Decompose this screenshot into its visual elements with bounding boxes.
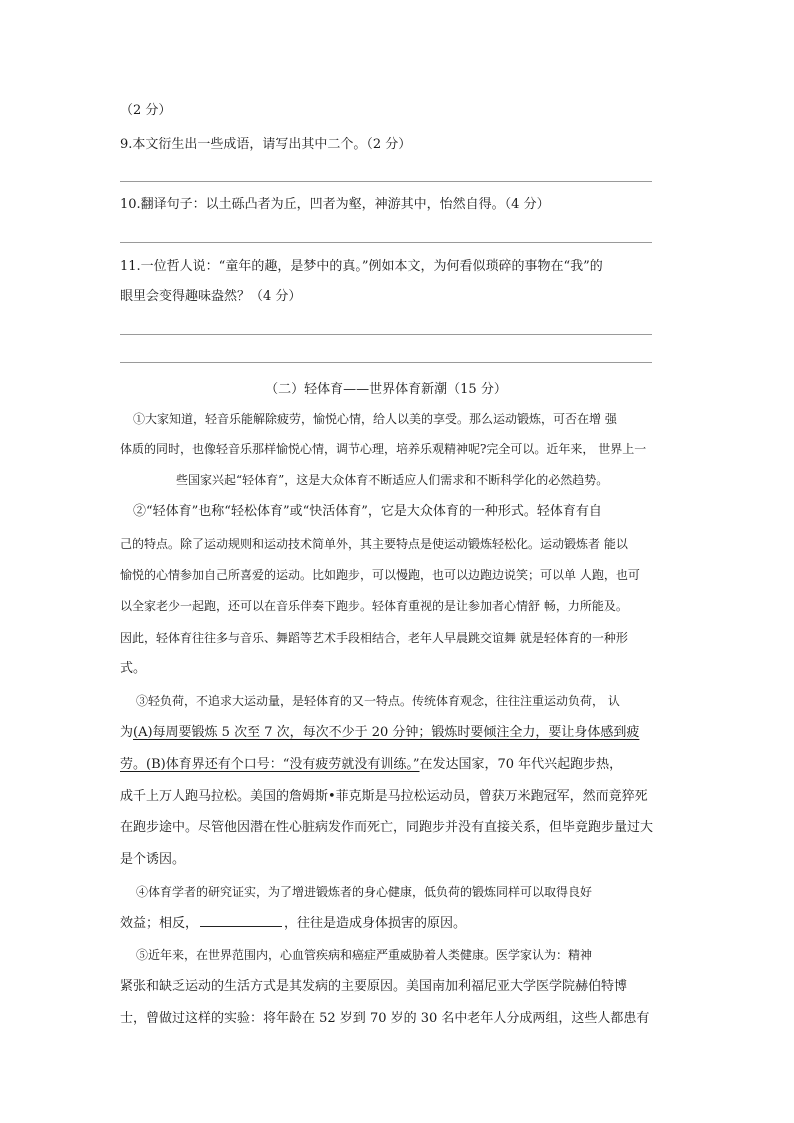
- p3-line2-prefix: 为: [120, 725, 134, 740]
- question-11-line2: 眼里会变得趣味盎然？（4 分）: [120, 289, 302, 304]
- p1-line1: ①大家知道，轻音乐能解除疲劳，愉悦心情，给人以美的享受。那么运动锻炼，可否在增 强: [133, 412, 617, 426]
- answer-line-q11-a: [120, 334, 652, 335]
- question-11-line1: 11.一位哲人说：“童年的趣，是梦中的真。”例如本文，为何看似琐碎的事物在“我”的: [120, 259, 603, 274]
- p3-line3: [120, 756, 622, 774]
- p3-line2: [120, 724, 639, 742]
- p5-line3: 士，曾做过这样的实验：将年龄在 52 岁到 70 岁的 30 名中老年人分成两组，这些人都患有: [120, 1011, 650, 1026]
- q8-score: （2 分）: [120, 103, 172, 118]
- p3-line5: 在跑步途中。尽管他因潜在性心脏病发作而死亡，同跑步并没有直接关系，但毕竟跑步量过大: [120, 820, 654, 835]
- p1-line3: 些国家兴起“轻体育”，这是大众体育不断适应人们需求和不断科学化的必然趋势。: [176, 473, 609, 487]
- p2-line1: ②“轻体育”也称“轻松体育”或“快活体育”，它是大众体育的一种形式。轻体育有自: [133, 504, 602, 519]
- p3-underlined-a: (A)每周要锻炼 5 次至 7 次，每次不少于 20 分钟；锻炼时要倾注全力，要让身体感到疲: [133, 725, 640, 740]
- p3-underlined-b: 劳。(B)体育界还有个口号：“没有疲劳就没有训练。”: [120, 757, 420, 772]
- question-9: 9.本文衍生出一些成语，请写出其中二个。（2 分）: [120, 137, 412, 152]
- p2-line2: 己的特点。除了运动规则和运动技术简单外，其主要特点是使运动锻炼轻松化。运动锻炼者 能以: [120, 537, 628, 551]
- p3-line6: 是个诱因。: [120, 852, 186, 867]
- p2-line6: 式。: [120, 661, 147, 676]
- answer-line-q10: [120, 242, 652, 243]
- p3-line3-suffix: 在发达国家，70 年代兴起跑步热，: [419, 757, 623, 772]
- question-10: 10.翻译句子：以土砾凸者为丘，凹者为壑，神游其中，怡然自得。（4 分）: [120, 197, 550, 212]
- p1-line2: 体质的同时，也像轻音乐那样愉悦心情，调节心理，培养乐观精神呢?完全可以。近年来， 世界上一: [120, 442, 647, 456]
- p2-line3: 愉悦的心情参加自己所喜爱的运动。比如跑步，可以慢跑，也可以边跑边说笑；可以单 人跑，也可: [120, 568, 640, 582]
- p2-line4: 以全家老少一起跑，还可以在音乐伴奏下跑步。轻体育重视的是让参加者心情舒 畅，力所能及。: [120, 599, 628, 613]
- p4-line2-prefix: 效益；相反，: [120, 916, 199, 931]
- p4-line1: ④体育学者的研究证实，为了增进锻炼者的身心健康，低负荷的锻炼同样可以取得良好: [136, 885, 593, 899]
- article-title: （二）轻体育——世界体育新潮（15 分）: [265, 382, 507, 397]
- answer-line-q11-b: [120, 362, 652, 363]
- fill-in-blank[interactable]: [200, 914, 282, 927]
- answer-line-q9: [120, 181, 652, 182]
- p3-line1: ③轻负荷，不追求大运动量，是轻体育的又一特点。传统体育观念，往往注重运动负荷， 认: [136, 694, 620, 708]
- p3-line4: 成千上万人跑马拉松。美国的詹姆斯•菲克斯是马拉松运动员，曾获万米跑冠军，然而竟猝死: [120, 789, 648, 804]
- p2-line5: 因此，轻体育往往多与音乐、舞蹈等艺术手段相结合，老年人早晨跳交谊舞 就是轻体育的一种形: [120, 631, 628, 645]
- p4-line2-suffix: ，往往是造成身体损害的原因。: [284, 916, 467, 931]
- p5-line2: 紧张和缺乏运动的生活方式是其发病的主要原因。美国南加利福尼亚大学医学院赫伯特博: [120, 979, 628, 994]
- p5-line1: ⑤近年来，在世界范围内，心血管疾病和癌症严重威胁着人类健康。医学家认为：精神: [136, 948, 593, 962]
- p4-line2: [120, 914, 466, 933]
